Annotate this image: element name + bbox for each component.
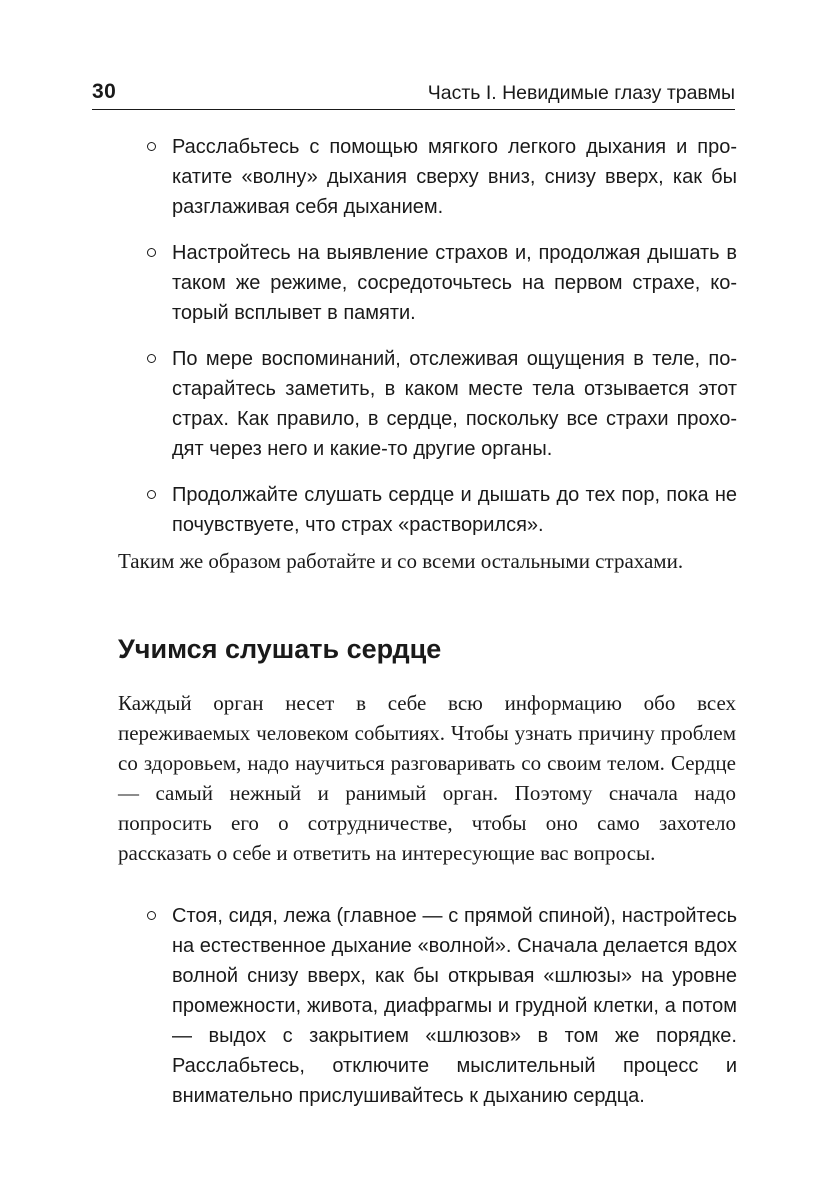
circle-bullet-icon (147, 911, 156, 920)
list-item-text: Настройтесь на выявление страхов и, продолжая дышать в таком же режиме, сосредоточьтесь на первом страхе, который всплывет в памяти. (172, 242, 737, 324)
list-item-text: По мере воспоминаний, отслеживая ощущения в теле, постарайтесь заметить, в каком месте тела отзывается этот страх. Как правило, в сердце, поскольку все страхи проходят через него и какие-то другие органы. (172, 348, 737, 460)
section-heading: Учимся слушать сердце (118, 634, 442, 664)
list-item-text: Расслабьтесь с помощью мягкого легкого дыхания и прокатите «волну» дыхания сверху вниз, снизу вверх, как бы разглаживая себя дыханием. (172, 136, 737, 218)
list-item (147, 132, 737, 222)
circle-bullet-icon (147, 142, 156, 151)
bullet-list-bottom (147, 901, 737, 1127)
list-item (147, 480, 737, 540)
list-item (147, 238, 737, 328)
circle-bullet-icon (147, 248, 156, 257)
page-number: 30 (92, 80, 117, 103)
header-divider (92, 109, 735, 110)
list-item (147, 344, 737, 464)
bullet-list-top (147, 132, 737, 556)
body-paragraph: Таким же образом работайте и со всеми остальными страхами. (118, 549, 684, 573)
circle-bullet-icon (147, 490, 156, 499)
running-header (92, 78, 735, 108)
body-paragraph: Каждый орган несет в себе всю информацию обо всех переживаемых человеком событиях. Чтобы узнать причину проблем со здоровьем, надо научиться разговаривать со своим телом. Сердце — самый нежный и ранимый орган. Поэтому сначала надо попросить его о сотрудничестве, чтобы оно само захотело рассказать о себе и ответить на интересующие вас вопросы. (118, 691, 736, 865)
list-item-text: Стоя, сидя, лежа (главное — с прямой спиной), настройтесь на естественное дыхание «волной». Сначала делается вдох волной снизу вверх, как бы открывая «шлюзы» на уровне промежности, живота, диафрагмы и грудной клетки, а потом — выдох с закрытием «шлюзов» в том же порядке. Расслабьтесь, отключите мыслительный процесс и внимательно прислушивайтесь к дыханию сердца. (172, 905, 737, 1107)
list-item (147, 901, 737, 1111)
chapter-title: Часть I. Невидимые глазу травмы (427, 82, 735, 104)
list-item-text: Продолжайте слушать сердце и дышать до тех пор, пока не почувствуете, что страх «растворился». (172, 484, 737, 536)
circle-bullet-icon (147, 354, 156, 363)
